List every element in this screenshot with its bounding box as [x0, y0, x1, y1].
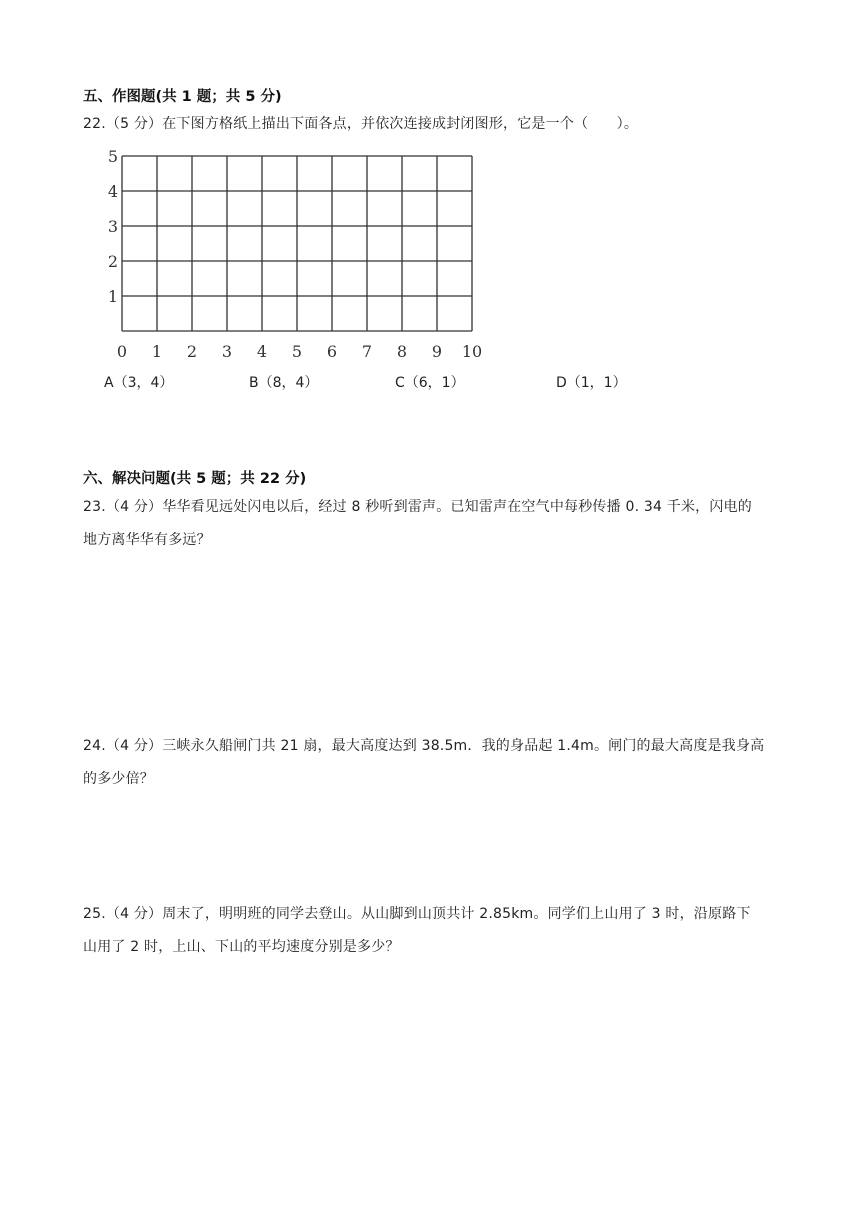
question-24-line-2: 的多少倍？ — [83, 771, 154, 787]
y-axis-tick-label: 3 — [107, 217, 119, 236]
section-heading-problems: 六、解决问题(共 5 题；共 22 分) — [83, 471, 307, 487]
y-axis-tick-label: 1 — [107, 287, 119, 306]
x-axis-tick-label: 4 — [256, 342, 268, 360]
point-b-label: B（8，4） — [249, 375, 319, 391]
point-d-label: D（1，1） — [556, 375, 627, 391]
question-23-line-2: 地方离华华有多远？ — [83, 532, 211, 548]
question-24-line-1: 24.（4 分）三峡永久船闸门共 21 扇，最大高度达到 38.5m．我的身品起 1.4m。闸门的最大高度是我身高 — [83, 738, 765, 754]
x-axis-tick-label: 3 — [221, 342, 233, 360]
x-axis-tick-label: 1 — [151, 342, 163, 360]
x-axis-tick-label: 10 — [461, 342, 483, 360]
y-axis-tick-label: 5 — [107, 147, 119, 166]
x-axis-tick-label: 5 — [291, 342, 303, 360]
x-axis-tick-label: 6 — [326, 342, 338, 360]
point-c-label: C（6，1） — [395, 375, 465, 391]
coordinate-grid — [100, 140, 490, 360]
x-axis-tick-label: 8 — [396, 342, 408, 360]
x-axis-tick-label: 2 — [186, 342, 198, 360]
y-axis-tick-label: 2 — [107, 252, 119, 271]
question-25-line-1: 25.（4 分）周末了，明明班的同学去登山。从山脚到山顶共计 2.85km。同学们上山用了 3 时，沿原路下 — [83, 906, 751, 922]
point-a-label: A（3，4） — [104, 375, 174, 391]
x-axis-tick-label: 9 — [431, 342, 443, 360]
x-axis-tick-label: 0 — [116, 342, 128, 360]
question-25-line-2: 山用了 2 时，上山、下山的平均速度分别是多少？ — [83, 939, 400, 955]
question-22-text: 22.（5 分）在下图方格纸上描出下面各点，并依次连接成封闭图形，它是一个（ ）。 — [83, 116, 639, 132]
section-heading-drawing: 五、作图题(共 1 题；共 5 分) — [83, 89, 282, 105]
x-axis-tick-label: 7 — [361, 342, 373, 360]
y-axis-tick-label: 4 — [107, 182, 119, 201]
question-23-line-1: 23.（4 分）华华看见远处闪电以后，经过 8 秒听到雷声。已知雷声在空气中每秒传播 0. 34 千米，闪电的 — [83, 499, 752, 515]
